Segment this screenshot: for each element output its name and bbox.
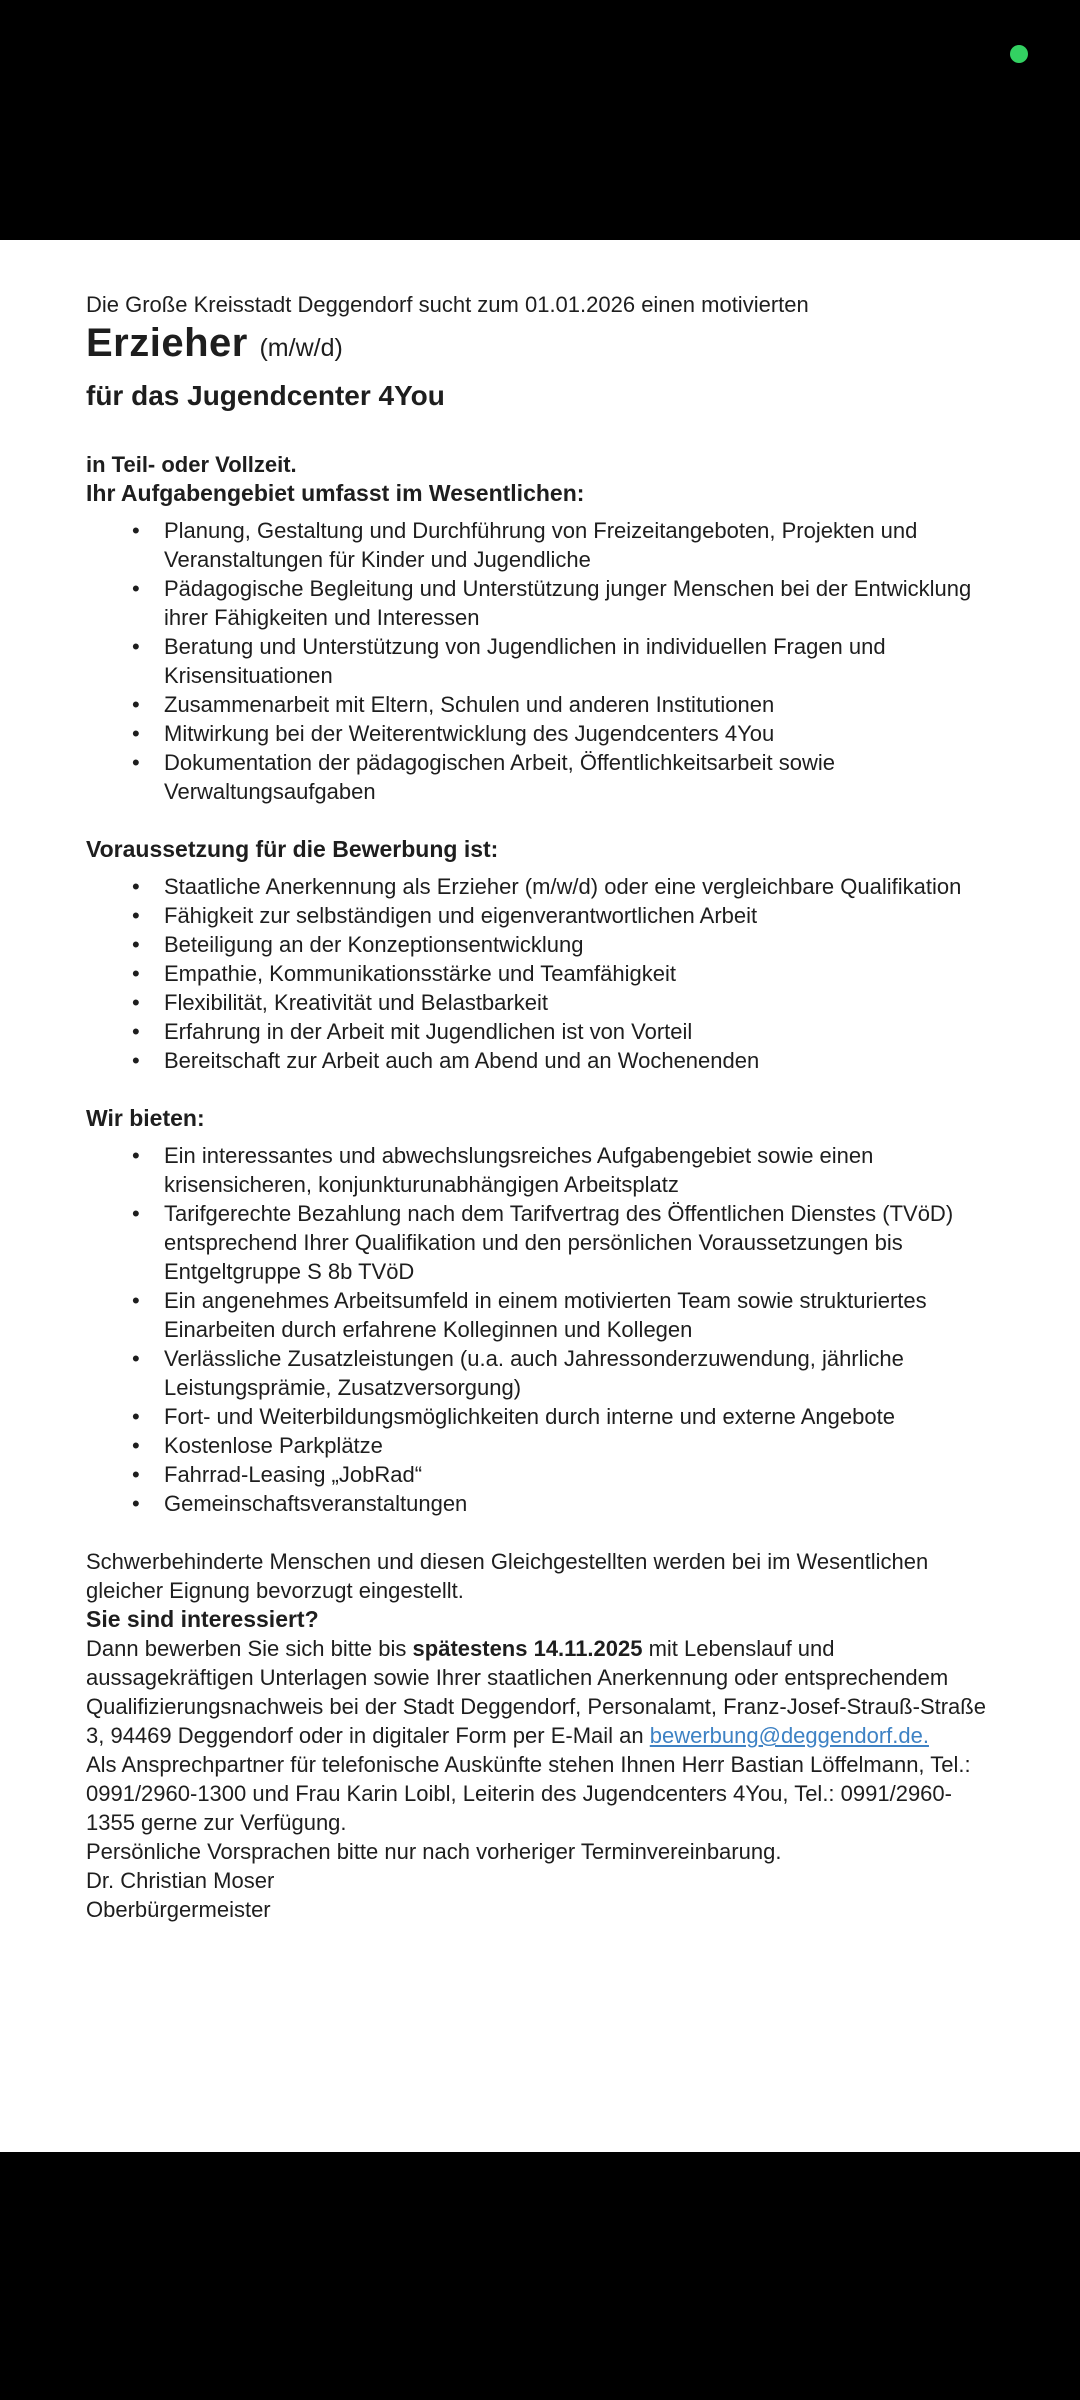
camera-indicator-dot	[1010, 45, 1028, 63]
application-paragraph	[86, 1634, 1000, 1750]
section-benefits	[86, 1104, 1000, 1518]
bullet-item: • Erfahrung in der Arbeit mit Jugendlichen ist von Vorteil	[86, 1017, 1000, 1046]
signature-block	[86, 1866, 1000, 1924]
contact-paragraph: Als Ansprechpartner für telefonische Auskünfte stehen Ihnen Herr Bastian Löffelmann, Tel.: 0991/2960-1300 und Frau Karin Loibl, Leiterin des Jugendcenters 4You, Tel.: 0991/2960-1355 gerne zur Verfügung.	[86, 1752, 971, 1835]
bullet-item: • Mitwirkung bei der Weiterentwicklung des Jugendcenters 4You	[86, 719, 1000, 748]
bullet-item: • Pädagogische Begleitung und Unterstützung junger Menschen bei der Entwicklung ihrer Fähigkeiten und Interessen	[86, 574, 1000, 632]
section-requirements-heading: Voraussetzung für die Bewerbung ist:	[86, 836, 499, 862]
application-text-after: mit Lebenslauf und aussagekräftigen Unterlagen sowie Ihrer staatlichen Anerkennung oder entsprechendem Qualifizierungsnachweis bei der Stadt Deggendorf, Personalamt, Franz-Josef-Strauß-Straße 3, 94469 Deggendorf oder in digitaler Form per E-Mail an	[86, 1636, 986, 1748]
section-tasks	[86, 479, 1000, 806]
bullet-item: • Verlässliche Zusatzleistungen (u.a. auch Jahressonderzuwendung, jährliche Leistungsprämie, Zusatzversorgung)	[86, 1344, 1000, 1402]
document-page	[0, 240, 1080, 2152]
section-requirements-list	[86, 872, 1000, 1075]
bullet-item: • Tarifgerechte Bezahlung nach dem Tarifvertrag des Öffentlichen Dienstes (TVöD) entsprechend Ihrer Qualifikation und den persönlichen Voraussetzungen bis Entgeltgruppe S 8b TVöD	[86, 1199, 1000, 1286]
section-tasks-heading: Ihr Aufgabengebiet umfasst im Wesentlichen:	[86, 480, 585, 506]
job-title-suffix: (m/w/d)	[259, 334, 343, 362]
bullet-item: • Ein angenehmes Arbeitsumfeld in einem motivierten Team sowie strukturiertes Einarbeiten durch erfahrene Kolleginnen und Kollegen	[86, 1286, 1000, 1344]
interested-heading: Sie sind interessiert?	[86, 1606, 319, 1632]
bullet-item: • Kostenlose Parkplätze	[86, 1431, 1000, 1460]
application-text-before: Dann bewerben Sie sich bitte bis	[86, 1636, 413, 1661]
signature-title: Oberbürgermeister	[86, 1897, 271, 1922]
bullet-item: • Ein interessantes und abwechslungsreiches Aufgabengebiet sowie einen krisensicheren, konjunkturunabhängigen Arbeitsplatz	[86, 1141, 1000, 1199]
job-title-heading	[86, 319, 1000, 372]
bullet-item: • Empathie, Kommunikationsstärke und Teamfähigkeit	[86, 959, 1000, 988]
job-title: Erzieher	[86, 321, 248, 365]
bullet-item: • Staatliche Anerkennung als Erzieher (m/w/d) oder eine vergleichbare Qualifikation	[86, 872, 1000, 901]
bullet-item: • Beratung und Unterstützung von Jugendlichen in individuellen Fragen und Krisensituationen	[86, 632, 1000, 690]
section-requirements	[86, 835, 1000, 1075]
bullet-item: • Gemeinschaftsveranstaltungen	[86, 1489, 1000, 1518]
equality-note: Schwerbehinderte Menschen und diesen Gleichgestellten werden bei im Wesentlichen gleicher Eignung bevorzugt eingestellt.	[86, 1549, 929, 1603]
bullet-item: • Flexibilität, Kreativität und Belastbarkeit	[86, 988, 1000, 1017]
application-deadline: spätestens 14.11.2025	[412, 1636, 643, 1661]
bullet-item: • Planung, Gestaltung und Durchführung von Freizeitangeboten, Projekten und Veranstaltungen für Kinder und Jugendliche	[86, 516, 1000, 574]
section-benefits-heading: Wir bieten:	[86, 1105, 205, 1131]
bullet-item: • Bereitschaft zur Arbeit auch am Abend und an Wochenenden	[86, 1046, 1000, 1075]
signature-name: Dr. Christian Moser	[86, 1868, 275, 1893]
bullet-item: • Fort- und Weiterbildungsmöglichkeiten durch interne und externe Angebote	[86, 1402, 1000, 1431]
appointment-note: Persönliche Vorsprachen bitte nur nach vorheriger Terminvereinbarung.	[86, 1839, 782, 1864]
intro-line: Die Große Kreisstadt Deggendorf sucht zum 01.01.2026 einen motivierten	[86, 292, 809, 317]
bullet-item: • Zusammenarbeit mit Eltern, Schulen und anderen Institutionen	[86, 690, 1000, 719]
section-tasks-list	[86, 516, 1000, 806]
application-email-link[interactable]: bewerbung@deggendorf.de.	[649, 1723, 929, 1748]
bullet-item: • Fahrrad-Leasing „JobRad“	[86, 1460, 1000, 1489]
employment-type: in Teil- oder Vollzeit.	[86, 452, 297, 477]
bullet-item: • Dokumentation der pädagogischen Arbeit, Öffentlichkeitsarbeit sowie Verwaltungsaufgaben	[86, 748, 1000, 806]
bullet-item: • Fähigkeit zur selbständigen und eigenverantwortlichen Arbeit	[86, 901, 1000, 930]
bullet-item: • Beteiligung an der Konzeptionsentwicklung	[86, 930, 1000, 959]
section-benefits-list	[86, 1141, 1000, 1518]
job-subtitle: für das Jugendcenter 4You	[86, 380, 445, 411]
